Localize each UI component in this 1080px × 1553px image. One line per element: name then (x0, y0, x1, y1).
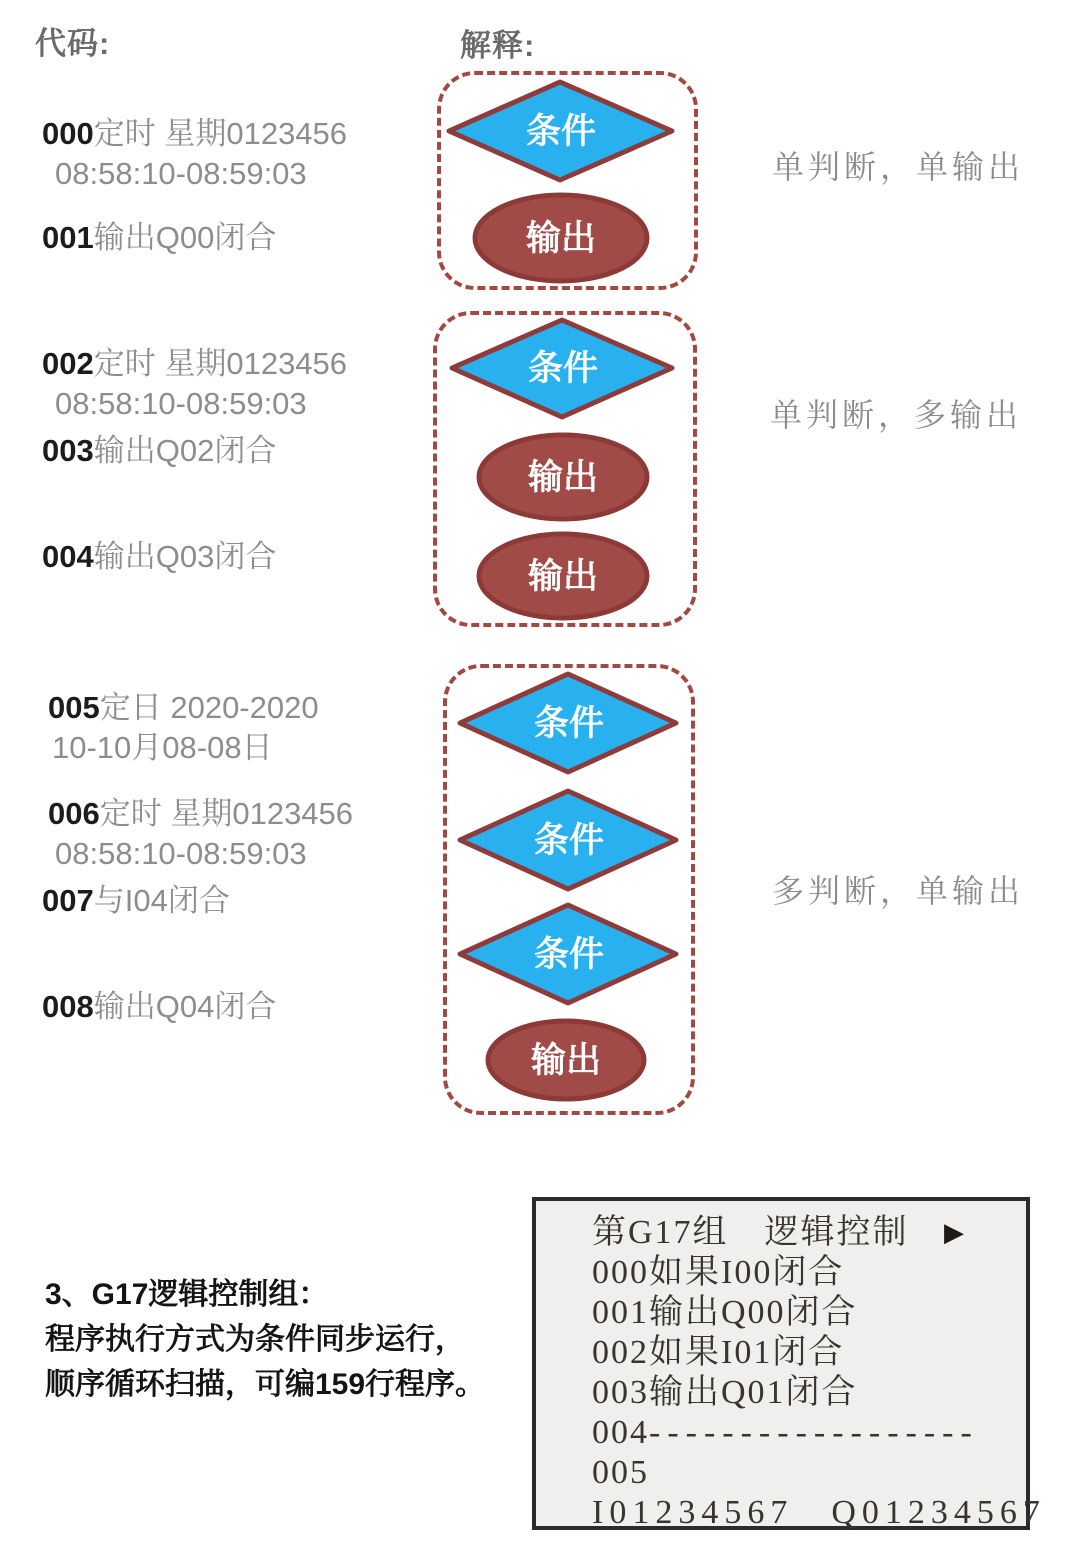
code-line-text: 08:58:10-08:59:03 (55, 386, 307, 421)
explain-column-header: 解释: (460, 28, 536, 63)
condition-diamond-label: 条件 (533, 704, 605, 743)
code-line-text: 定时 星期0123456 (99, 796, 354, 831)
code-line-number: 002 (42, 346, 94, 381)
code-line-text: 输出Q02闭合 (93, 433, 277, 468)
code-line-number: 004 (42, 539, 94, 574)
code-line (42, 346, 347, 382)
condition-diamond-label: 条件 (533, 935, 605, 974)
right-arrow-icon: ▶ (944, 1218, 964, 1248)
lcd-input-status: I01234567 (592, 1494, 794, 1531)
code-line-text: 定时 星期0123456 (93, 346, 348, 381)
flow-group-single-single (437, 71, 698, 290)
code-line (48, 690, 319, 726)
code-column-header: 代码: (35, 26, 111, 61)
code-line (42, 989, 276, 1025)
code-line (55, 156, 307, 192)
code-line-text: 定日 2020-2020 (99, 690, 319, 725)
code-line-number: 007 (42, 883, 94, 918)
output-ellipse-label: 输出 (527, 458, 599, 497)
section-note (45, 1272, 485, 1407)
flow-group-3-caption: 多判断，单输出 (772, 873, 1025, 909)
lcd-title: 第G17组 逻辑控制 (592, 1214, 909, 1251)
lcd-screen (532, 1197, 1046, 1531)
code-line-text: 与I04闭合 (93, 883, 230, 918)
code-line-number: 006 (48, 796, 100, 831)
output-ellipse-label: 输出 (525, 219, 597, 258)
lcd-line: 005 (592, 1454, 649, 1491)
note-title: 3、G17逻辑控制组： (45, 1278, 329, 1311)
code-line (42, 539, 276, 575)
code-line (48, 796, 353, 832)
code-line-number: 003 (42, 433, 94, 468)
code-line (55, 386, 307, 422)
condition-diamond-label: 条件 (533, 821, 605, 860)
flow-group-3-shapes (447, 668, 691, 1111)
lcd-line: 003输出Q01闭合 (592, 1374, 858, 1411)
code-line-number: 008 (42, 989, 94, 1024)
code-line-text: 输出Q04闭合 (93, 989, 277, 1024)
lcd-dash-run: ------------------ (649, 1414, 979, 1451)
code-line-number: 005 (48, 690, 100, 725)
condition-diamond-label: 条件 (525, 112, 597, 151)
code-line-number: 000 (42, 116, 94, 151)
flow-group-2-shapes (437, 315, 693, 623)
output-ellipse-label: 输出 (530, 1041, 602, 1080)
condition-diamond-label: 条件 (527, 349, 599, 388)
flow-group-single-multi (433, 311, 697, 627)
note-line: 顺序循环扫描，可编159行程序。 (45, 1368, 486, 1401)
flow-group-2-caption: 单判断，多输出 (770, 397, 1023, 433)
output-ellipse-label: 输出 (527, 557, 599, 596)
flow-group-multi-single (443, 664, 695, 1115)
code-line-number: 001 (42, 220, 94, 255)
note-line: 程序执行方式为条件同步运行， (45, 1323, 465, 1356)
code-line (42, 116, 347, 152)
code-line (42, 433, 276, 469)
code-line-text: 08:58:10-08:59:03 (55, 156, 307, 191)
lcd-output-status: Q01234567 (831, 1494, 1046, 1531)
code-line-text: 输出Q03闭合 (93, 539, 277, 574)
lcd-line: 000如果I00闭合 (592, 1254, 845, 1291)
code-line-text: 10-10月08-08日 (52, 730, 273, 765)
code-line-text: 输出Q00闭合 (93, 220, 277, 255)
code-line (52, 730, 273, 766)
lcd-line-number: 004 (592, 1414, 649, 1451)
code-line-text: 08:58:10-08:59:03 (55, 836, 307, 871)
code-line (42, 883, 230, 919)
lcd-title-row (592, 1213, 1026, 1253)
code-line (42, 220, 276, 256)
code-line-text: 定时 星期0123456 (93, 116, 348, 151)
flow-group-1-caption: 单判断，单输出 (772, 149, 1025, 185)
lcd-line: 002如果I01闭合 (592, 1334, 845, 1371)
flow-group-1-shapes (441, 75, 694, 286)
lcd-line-dashes (592, 1413, 1026, 1453)
lcd-line: 001输出Q00闭合 (592, 1294, 858, 1331)
code-line (55, 836, 307, 872)
lcd-io-status-row (592, 1493, 1046, 1533)
